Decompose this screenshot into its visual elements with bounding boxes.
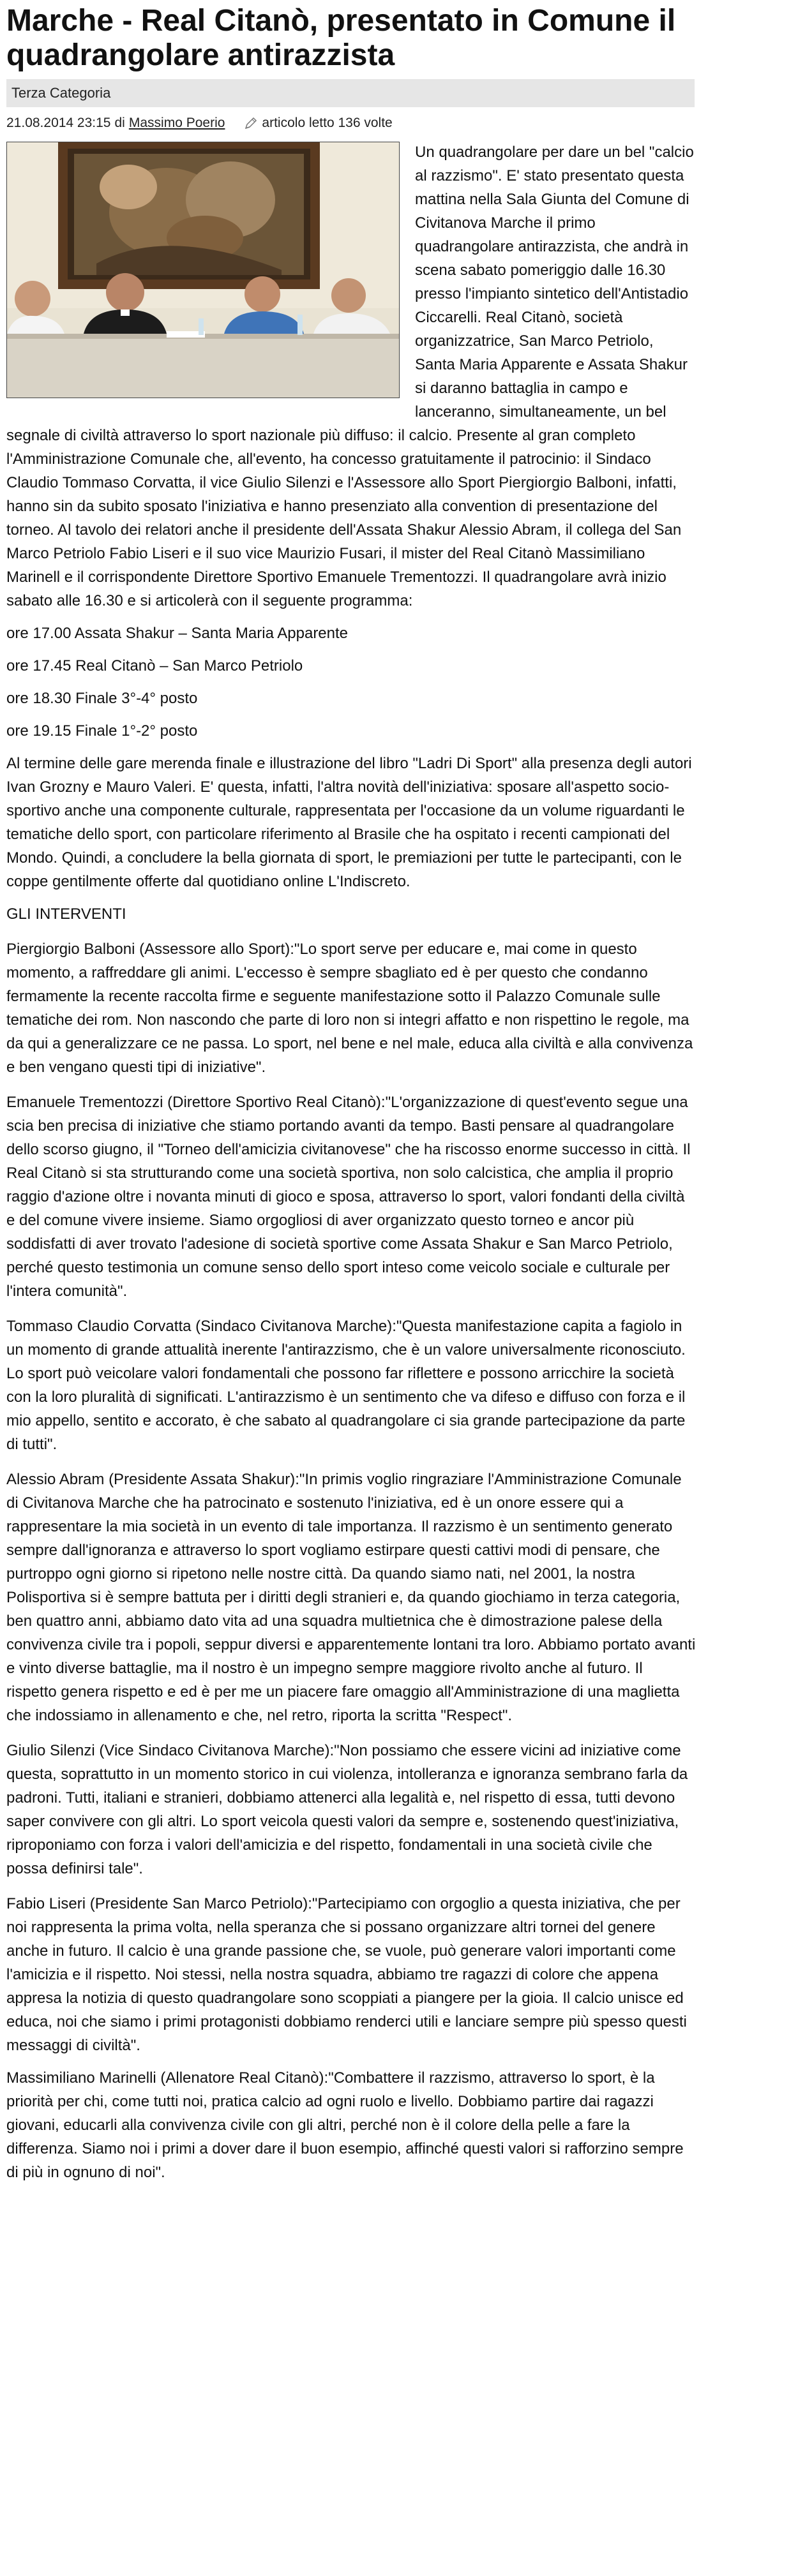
intervento-paragraph: Giulio Silenzi (Vice Sindaco Civitanova Marche):"Non possiamo che essere vicini ad iniziative come questa, soprattutto in un momento storico in cui violenza, intolleranza e ignoranza sembrano farla da padroni. Tutti, italiani e stranieri, dobbiamo attenerci alla legalità e, nel rispetto di essa, tutti devono saper convivere con gli altri. Lo sport veicola questi valori da sempre e, sostenendo quest'iniziativa, riproponiamo con forza i valori dell'amicizia e del rispetto, fondamentali in una società civile che possa definirsi tale". xyxy=(6,1742,688,1877)
intervento-paragraph: Fabio Liseri (Presidente San Marco Petriolo):"Partecipiamo con orgoglio a questa iniziativa, che per noi rappresenta la prima volta, nella speranza che si possano organizzare altri tornei del genere anche in futuro. Il calcio è una grande passione che, se vuole, può generare valori importanti come l'amicizia e il rispetto. Noi stessi, nella nostra squadra, abbiamo tre ragazzi di colore che appena appresa la notizia di questo quadrangolare sono scoppiati a piangere per la gioia. Il calcio unisce ed educa, noi che siamo i primi protagonisti dobbiamo renderci utili e lanciare sempre più spesso questi messaggi di civiltà". xyxy=(6,1895,687,2054)
press-conference-photo xyxy=(6,142,400,398)
interventi-heading: GLI INTERVENTI xyxy=(6,905,126,923)
category-label: Terza Categoria xyxy=(11,85,111,101)
article-meta xyxy=(6,114,696,133)
programme-item: ore 19.15 Finale 1°-2° posto xyxy=(6,722,198,740)
intervento-paragraph: Piergiorgio Balboni (Assessore allo Sport):"Lo sport serve per educare e, mai come in questo momento, a raffreddare gli animi. L'eccesso è sempre sbagliato ed è per questo che condanno fermamente la recente raccolta firme e seguente manifestazione sotto il Palazzo Comunale sulle tematiche dei rom. Non nascondo che parte di loro non si integri affatto e non rispettino le regole, ma da qui a generalizzare ce ne passa. Lo sport, nel bene e nel male, educa alla civiltà e alla convivenza e ben vengano questi tipi di iniziative". xyxy=(6,941,693,1076)
category-bar xyxy=(6,79,695,107)
intervento-paragraph: Emanuele Trementozzi (Direttore Sportivo Real Citanò):"L'organizzazione di quest'evento segue una scia ben precisa di iniziative che stiamo portando avanti da tempo. Basti pensare al quadrangolare dello scorso giugno, il "Torneo dell'amicizia civitanovese" che ha riscosso enorme successo in città. Il Real Citanò si sta strutturando come una società sportiva, non solo calcistica, che amplia il proprio raggio d'azione oltre i novanta minuti di gioco e sposa, attraverso lo sport, valori fondanti della civiltà e del comune vivere insieme. Siamo orgogliosi di aver organizzato questo torneo e ancor più soddisfatti di aver trovato l'adesione di società sportive come Assata Shakur e San Marco Petriolo, perché questo testimonia un comune senso dello sport inteso come veicolo sociale e culturale per l'intera comunità". xyxy=(6,1094,691,1300)
article-title: Marche - Real Citanò, presentato in Comune il quadrangolare antirazzista xyxy=(6,4,676,72)
article-body xyxy=(6,140,696,2184)
intervento-paragraph: Tommaso Claudio Corvatta (Sindaco Civitanova Marche):"Questa manifestazione capita a fagiolo in un momento di grande attualità inerente l'antirazzismo, che è un valore universalmente riconosciuto. Lo sport può veicolare valori fondamentali che possono far riflettere e possono arricchire la società con la loro pluralità di significati. L'antirazzismo è un sentimento che va difeso e diffuso con forza e il mio appello, sentito e accorato, è che sabato al quadrangolare ci sia grande partecipazione da parte di tutti". xyxy=(6,1318,686,1453)
closing-paragraph: Al termine delle gare merenda finale e illustrazione del libro "Ladri Di Sport" alla presenza degli autori Ivan Grozny e Mauro Valeri. E' questa, infatti, l'altra novità dell'iniziativa: sposare all'aspetto socio-sportivo anche una componente culturale, rappresentata per l'occasione da un volume riguardanti le tematiche dello sport, con particolare riferimento al Brasile che ha ospitato i recenti campionati del Mondo. Quindi, a concludere la bella giornata di sport, le premiazioni per tutte le partecipanti, con le coppe gentilmente offerte dal quotidiano online L'Indiscreto. xyxy=(6,755,692,890)
read-count: articolo letto 136 volte xyxy=(262,115,393,130)
author-link[interactable]: Massimo Poerio xyxy=(128,115,225,130)
intervento-paragraph: Alessio Abram (Presidente Assata Shakur):"In primis voglio ringraziare l'Amministrazione Comunale di Civitanova Marche che ha patrocinato e sostenuto l'iniziativa, ed è un onore essere qui a rappresentare la mia società in un evento di tale importanza. Il razzismo è un sentimento generato sempre dall'ignoranza e attraverso lo sport vogliamo estirpare questi cattivi modi di pensare, che purtroppo ogni giorno si ripetono nelle nostre città. Da quando siamo nati, nel 2001, la nostra Polisportiva si è sempre battuta per i diritti degli stranieri e, da quando giochiamo in terza categoria, ben quattro anni, abbiamo dato vita ad una squadra multietnica che è dimostrazione palese della convivenza civile tra i popoli, seppur diversi e apparentemente lontani tra loro. Abbiamo portato avanti e vinto diverse battaglie, ma il nostro è un impegno sempre maggiore rivolto anche al futuro. Il rispetto genera rispetto e ed è per me un piacere fare omaggio all'Amministrazione di una maglietta che indossiamo in allenamento e che, nel retro, riporta la scritta "Respect". xyxy=(6,1471,696,1724)
programme-item: ore 17.00 Assata Shakur – Santa Maria Apparente xyxy=(6,625,349,642)
pencil-icon xyxy=(244,116,258,130)
programme-item: ore 18.30 Finale 3°-4° posto xyxy=(6,690,198,707)
programme-item: ore 17.45 Real Citanò – San Marco Petriolo xyxy=(6,657,303,674)
article-date: 21.08.2014 23:15 xyxy=(6,115,111,130)
author-prefix: di xyxy=(114,115,125,130)
intervento-paragraph: Massimiliano Marinelli (Allenatore Real Citanò):"Combattere il razzismo, attraverso lo sport, è la priorità per chi, come tutti noi, pratica calcio ad ogni ruolo e livello. Dobbiamo partire dai ragazzi giovani, educarli alla convivenza civile con gli altri, perché non è il colore della pelle a fare la differenza. Siamo noi i primi a dover dare il buon esempio, affinché questi valori si rafforzino sempre di più in ognuno di noi". xyxy=(6,2069,684,2181)
intro-paragraph: Un quadrangolare per dare un bel "calcio al razzismo". E' stato presentato questa mattina nella Sala Giunta del Comune di Civitanova Marche il primo quadrangolare antirazzista, che andrà in scena sabato pomeriggio dalle 16.30 presso l'impianto sintetico dell'Antistadio Ciccarelli. Real Citanò, società organizzatrice, San Marco Petriolo, Santa Maria Apparente e Assata Shakur si daranno battaglia in campo e lanceranno, simultaneamente, un bel segnale di civiltà attraverso lo sport nazionale più diffuso: il calcio. Presente al gran completo l'Amministrazione Comunale che, all'evento, ha concesso gratuitamente il patrocinio: il Sindaco Claudio Tommaso Corvatta, il vice Giulio Silenzi e l'Assessore allo Sport Piergiorgio Balboni, infatti, hanno sin da subito sposato l'iniziativa e hanno presenziato alla convention di presentazione del torneo. Al tavolo dei relatori anche il presidente dell'Assata Shakur Alessio Abram, il collega del San Marco Petriolo Fabio Liseri e il suo vice Maurizio Fusari, il mister del Real Citanò Massimiliano Marinell e il corrispondente Direttore Sportivo Emanuele Trementozzi. Il quadrangolare avrà inizio sabato alle 16.30 e si articolerà con il seguente programma: xyxy=(6,144,694,609)
article-content xyxy=(6,0,696,2184)
